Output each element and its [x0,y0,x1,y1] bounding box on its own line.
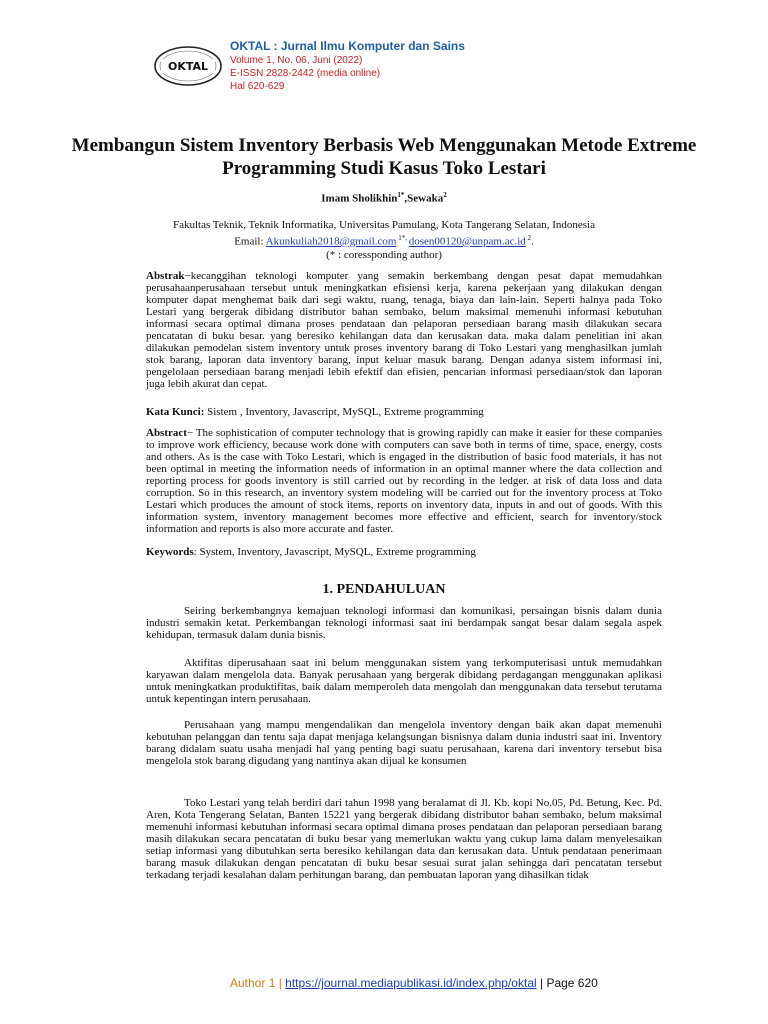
author-1: Imam Sholikhin [321,192,398,205]
journal-name: OKTAL : Jurnal Ilmu Komputer dan Sains [230,39,465,53]
keywords-indonesian [146,406,662,418]
author-2-marker: 2 [443,191,447,199]
abstract-id-text: −kecanggihan teknologi komputer yang semakin berkembang dengan pesat dapat memudahkan perusahaanperusahaan tersebut untuk meningkatkan efisiensi kerja, karena pekerjaan yang dilakukan dengan komputer dapat menghemat baik dari segi waktu, ruang, tenaga, biaya dan lain-lain. Seperti halnya pada Toko Lestari yang bergerak dibidang distributor bahan sembako, belum maksimal memenuhi informasi kebutuhan informasi secara optimal dimana proses pendataan dan pelaporan persediaan barang masih dilakukan secara pencatatan di buku besar. yang beresiko kehilangan data dan kerusakan data. maka dalam penelitian ini akan dilakukan pemodelan sistem inventory untuk proses inventory barang di Toko Lestari yang menghasilkan jumlah stok barang, laporan data inventory barang, input keluar masuk barang. Dengan adanya sistem informasi ini, pengelolaan persediaan barang menjadi lebih efektif dan efisien, pencarian informasi persediaan/stok dan laporan juga lebih akurat dan cepat. [146,270,662,390]
author-separator: , [404,192,408,205]
email-line [60,232,708,249]
journal-header [150,38,620,100]
email-2-marker: 2 [525,234,532,242]
footer-separator: | [275,976,286,990]
abstract-indonesian [146,270,662,390]
affiliation [60,219,708,262]
oktal-logo [150,44,226,88]
email-link-2[interactable]: dosen00120@unpam.ac.id [408,235,526,248]
keywords-en-label: Keywords [146,546,194,558]
paper-title: Membangun Sistem Inventory Berbasis Web Menggunakan Metode Extreme Programming Studi Kasus Toko Lestari [71,135,697,179]
author-1-marker: 1* [397,191,405,199]
journal-volume: Volume 1, No. 06, Juni (2022) [230,55,363,66]
author-list [60,191,708,205]
email-label: Email: [234,235,266,248]
footer-url-link[interactable]: https://journal.mediapublikasi.id/index.php/oktal [285,976,537,990]
abstract-en-text: − The sophistication of computer technology that is growing rapidly can make it easier for these companies to improve work efficiency, because work done with computers can save both in terms of time, space, energy, costs and others. As is the case with Toko Lestari, which is engaged in the distribution of basic food materials, it has not been optimal in meeting the information needs of information in an optimal manner where the data collection and reporting process for goods inventory is still carried out by recording in the ledger. at risk of data loss and data corruption. So in this research, an inventory system modeling will be carried out for the inventory process at Toko Lestari which produces the amount of stock items, reports on inventory data, inputs in and out of goods. With this information system, inventory management becomes more effective and efficient, search for inventory/stock information and reports is also more accurate and faster. [146,427,662,535]
abstract-id-label: Abstrak [146,270,185,282]
abstract-english [146,427,662,535]
journal-meta [230,38,465,93]
author-2: Sewaka [407,192,444,205]
body-paragraph: Perusahaan yang mampu mengendalikan dan mengelola inventory dengan baik akan dapat memenuhi kebutuhan pelanggan dan tentu saja dapat menjaga kelangsungan bisnisnya dalam dunia industri saat ini. Inventory barang didalam suatu usaha menjadi hal yang penting bagi suatu perusahaan, karena dari inventory tersebut bisa mengelola stok barang digudang yang nantinya akan dijual ke konsumen [146,719,662,767]
journal-pages: Hal 620-629 [230,81,285,92]
corresponding-note: (* : coressponding author) [326,248,442,261]
keywords-en-text: : System, Inventory, Javascript, MySQL, Extreme programming [193,546,476,558]
body-paragraph: Seiring berkembangnya kemajuan teknologi informasi dan komunikasi, persaingan bisnis dalam dunia industri semakin ketat. Perkembangan teknologi informasi saat ini berdampak sangat besar dalam segala aspek kehidupan, termasuk dalam dunia bisnis. [146,605,662,641]
keywords-id-text: Sistem , Inventory, Javascript, MySQL, Extreme programming [204,406,484,418]
email-1-marker: 1*, [396,234,409,242]
abstract-en-label: Abstract [146,427,187,439]
email-link-1[interactable]: Akunkuliah2018@gmail.com [265,235,397,248]
footer-page-number: | Page 620 [536,976,598,990]
page-footer [230,976,730,990]
footer-author: Author 1 [230,976,276,990]
svg-text:OKTAL: OKTAL [167,60,209,73]
keywords-id-label: Kata Kunci: [146,406,205,418]
keywords-english [146,546,662,558]
body-paragraph: Aktifitas diperusahaan saat ini belum menggunakan sistem yang terkomputerisasi untuk memudahkan karyawan dalam mengelola data. Banyak perusahaan yang bergerak dibidang perdagangan menggunakan aplikasi untuk meningkatkan produktifitas, baik dalam memperoleh data mengolah dan menggunakan data tersebut terutama untuk kepentingan intern perusahaan. [146,657,662,705]
body-paragraph: Toko Lestari yang telah berdiri dari tahun 1998 yang beralamat di Jl. Kb. kopi No.05, Pd. Betung, Kec. Pd. Aren, Kota Tengerang Selatan, Banten 15221 yang bergerak dibidang distributor bahan sembako, belum maksimal memenuhi informasi kebutuhan informasi secara optimal dimana proses pendataan dan pelaporan persediaan barang masih dilakukan secara pencatatan di buku besar yang memerlukan waktu yang cukup lama dalam menyelesaikan setiap informasi yang dibutuhkan serta beresiko kehilangan data dan kerusakan data. Untuk pendataan penerimaan barang masuk dilakukan dengan pencatatan di buku besar sesuai surat jalan sehingga dari pencatatan tersebut terkadang terjadi kesalahan dalam perhitungan barang, dan pembuatan laporan yang dihasilkan tidak [146,797,662,881]
section-heading: 1. PENDAHULUAN [322,582,446,597]
journal-issn: E-ISSN 2828-2442 (media online) [230,68,381,79]
institution: Fakultas Teknik, Teknik Informatika, Universitas Pamulang, Kota Tangerang Selatan, Indonesia [172,219,595,231]
email-end: . [531,235,534,248]
